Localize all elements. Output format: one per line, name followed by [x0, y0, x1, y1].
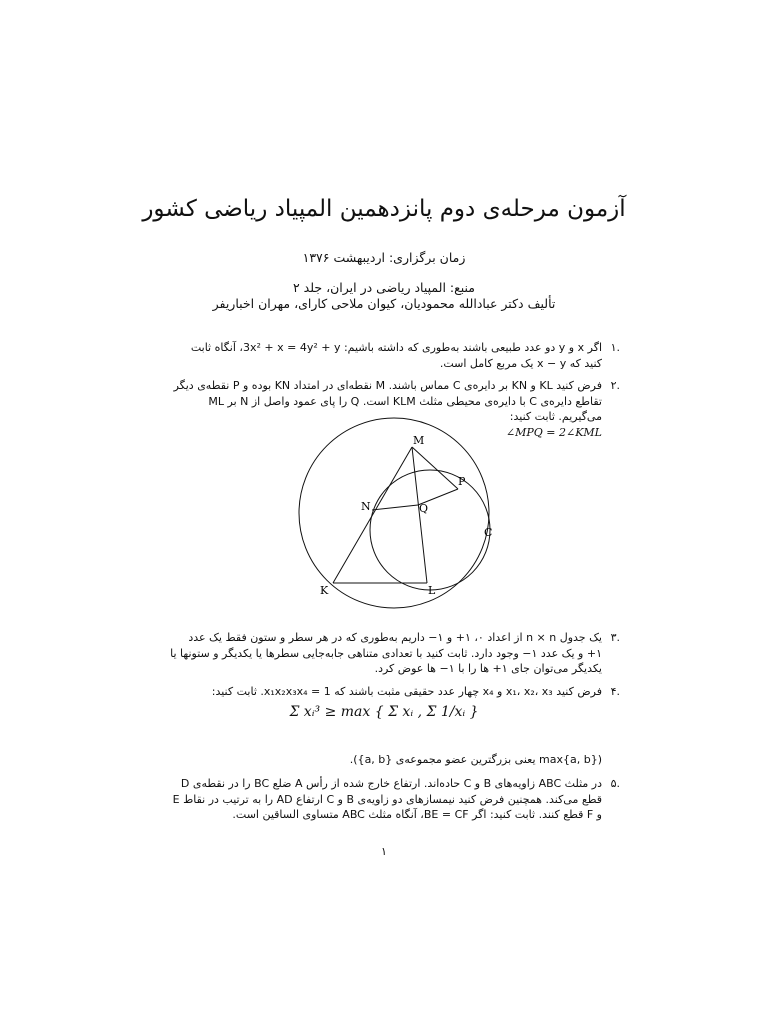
line-nq	[372, 505, 418, 510]
problem-5-number: .۵	[610, 777, 620, 790]
problem-3-text: یک جدول n × n از اعداد ۰، ۱+ و ۱− داریم به‌طوری که در هر سطر و ستون فقط یک عدد ۱+ و یک عدد ۱− وجود دارد. ثابت کنید با تعدادی متناهی جابه‌جایی سطرها یا یکدیگر و ستونها یا یکدیگر می‌توان جای ۱+ ها را با ۱− ها عوض کرد.	[170, 631, 602, 675]
problem-4	[170, 684, 620, 700]
problem-5	[170, 776, 620, 823]
exam-authors: تألیف دکتر عبادالله محمودیان، کیوان ملاحی کارای، مهران اخباریفر	[212, 296, 556, 311]
problem-4-number: .۴	[610, 685, 620, 698]
problem-5-text: در مثلث ABC زاویه‌های B و C حاده‌اند. ارتفاع خارج شده از رأس A ضلع BC را در نقطه‌ی D قطع می‌کند. همچنین فرض کنید نیمسازهای دو زاویه‌ی B و C ارتفاع AD را به ترتیب در نقاط E و F قطع کنند. ثابت کنید: اگر BE = CF، آنگاه مثلث ABC متساوی الساقین است.	[172, 777, 602, 821]
label-p: P	[458, 475, 466, 488]
label-k: K	[320, 584, 329, 597]
problem-2-formula: ∠MPQ = 2∠KML	[505, 425, 602, 439]
problem-4-text: فرض کنید x₁، x₂، x₃ و x₄ چهار عدد حقیقی مثبت باشند که x₁x₂x₃x₄ = 1. ثابت کنید:	[211, 685, 602, 698]
exam-date: زمان برگزاری: اردیبهشت ۱۳۷۶	[302, 250, 466, 265]
line-mk	[333, 447, 412, 583]
problem-3-number: .۳	[610, 631, 620, 644]
problem-2-number: .۲	[610, 379, 620, 392]
circumcircle-klm	[299, 418, 489, 608]
label-q: Q	[419, 502, 429, 515]
line-ml	[412, 447, 427, 583]
exam-source: منبع: المپیاد ریاضی در ایران، جلد ۲	[292, 280, 475, 295]
label-m: M	[413, 434, 425, 447]
line-mp	[412, 447, 458, 489]
label-l: L	[428, 584, 436, 597]
problem-1-number: .۱	[610, 341, 620, 354]
problem-2-text: فرض کنید KL و KN بر دایره‌ی C مماس باشند. M نقطه‌ای در امتداد KN بوده و P نقطه‌ی دیگر تقاطع دایره‌ی C با دایره‌ی محیطی مثلث KLM است. Q را پای عمود واصل از N بر ML می‌گیریم. ثابت کنید:	[173, 379, 602, 423]
label-c: C	[484, 526, 493, 539]
label-n: N	[361, 500, 371, 513]
problem-4-formula: Σ xᵢ³ ≥ max { Σ xᵢ , Σ 1/xᵢ }	[289, 704, 479, 720]
problem-1-text: اگر x و y دو عدد طبیعی باشند به‌طوری که داشته باشیم: 3x² + x = 4y² + y، آنگاه ثابت کنید که x − y یک مربع کامل است.	[190, 341, 602, 370]
page-number: ۱	[381, 845, 387, 858]
problem-3	[170, 630, 620, 677]
problem-4-note: (max{a, b} یعنی بزرگترین عضو مجموعه‌ی {a, b}).	[349, 753, 602, 766]
exam-title: آزمون مرحله‌ی دوم پانزدهمین المپیاد ریاضی کشور	[142, 196, 626, 222]
